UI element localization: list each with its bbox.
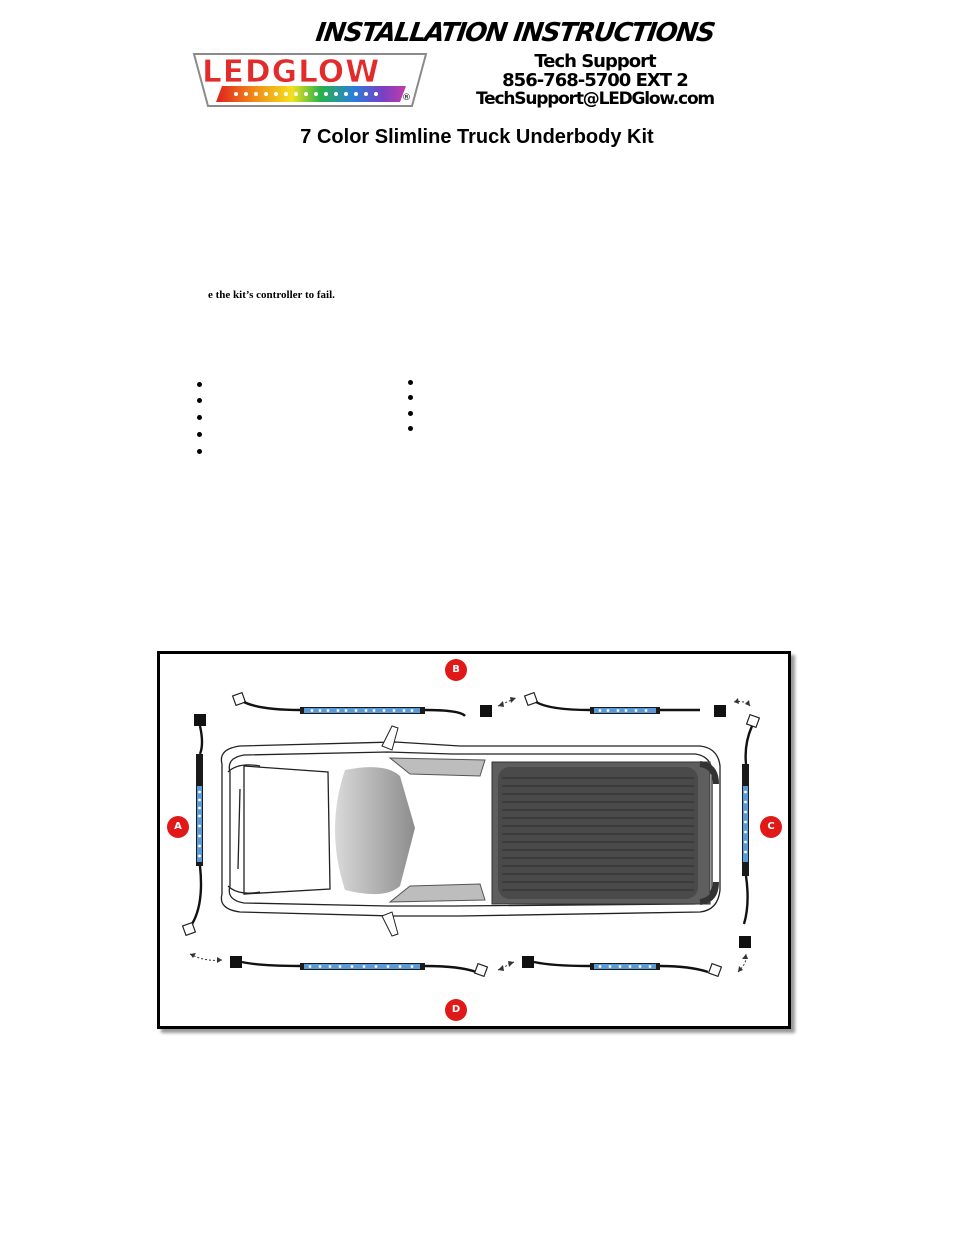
- plug-connector: [475, 964, 488, 977]
- list-bullet: [408, 426, 413, 431]
- list-bullet: [197, 449, 202, 454]
- truck-layout-svg: [160, 654, 788, 1026]
- installation-diagram: [157, 651, 791, 1029]
- tech-support-block: [464, 52, 726, 109]
- strip-marker-b: B: [445, 659, 467, 681]
- plug-connector: [233, 693, 246, 706]
- plug-connector: [525, 693, 538, 706]
- controller-warning-text: e the kit’s controller to fail.: [208, 289, 335, 301]
- plug-connector: [709, 964, 722, 977]
- list-bullet: [408, 380, 413, 385]
- logo-led-dots: [234, 92, 378, 96]
- list-bullet: [197, 398, 202, 403]
- document-title: 7 Color Slimline Truck Underbody Kit: [300, 126, 654, 148]
- tech-support-label: Tech Support: [534, 51, 656, 72]
- led-strip-d-left: [230, 956, 487, 976]
- registered-mark: ®: [402, 93, 411, 103]
- strip-marker-a: A: [167, 816, 189, 838]
- end-cap: [714, 705, 726, 717]
- end-cap: [230, 956, 242, 968]
- led-strip-d-right: [522, 956, 721, 976]
- end-cap: [522, 956, 534, 968]
- plug-connector: [183, 923, 196, 936]
- tech-support-email: TechSupport@LEDGlow.com: [476, 89, 714, 109]
- strip-marker-c: C: [760, 816, 782, 838]
- led-strip-c: [739, 715, 759, 948]
- led-strip-b-right: [525, 693, 726, 717]
- list-bullet: [408, 395, 413, 400]
- tech-support-phone: 856-768-5700 EXT 2: [502, 70, 688, 91]
- logo-wordmark: LEDGLOW: [202, 54, 381, 90]
- ledglow-logo: [190, 52, 430, 110]
- list-bullet: [197, 382, 202, 387]
- plug-connector: [747, 715, 760, 728]
- end-cap: [194, 714, 206, 726]
- list-bullet: [197, 432, 202, 437]
- led-strip-b-left: [233, 693, 492, 717]
- installation-instructions-heading: INSTALLATION INSTRUCTIONS: [313, 18, 716, 48]
- list-bullet: [408, 411, 413, 416]
- end-cap: [739, 936, 751, 948]
- list-bullet: [197, 415, 202, 420]
- truck-bed: [492, 762, 716, 904]
- strip-marker-d: D: [445, 999, 467, 1021]
- end-cap: [480, 705, 492, 717]
